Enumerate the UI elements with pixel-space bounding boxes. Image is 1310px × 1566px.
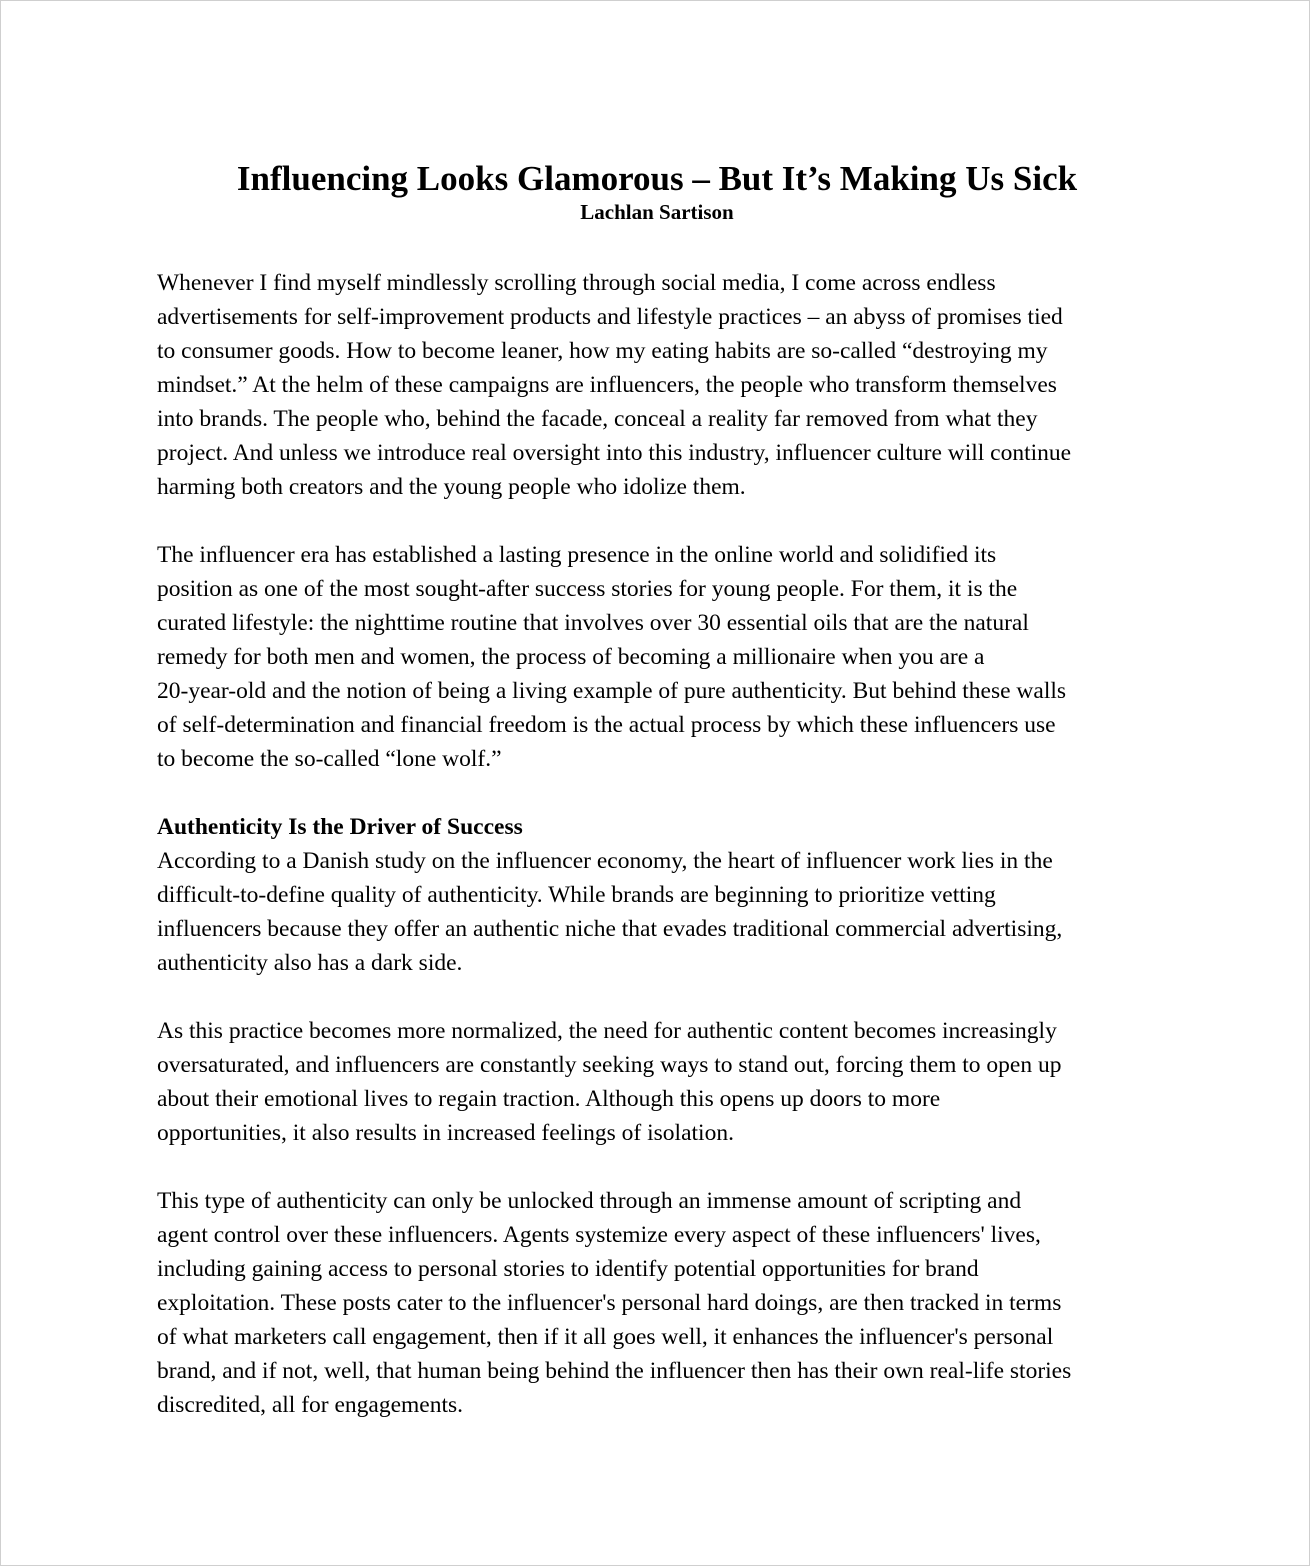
text-line: agent control over these influencers. Agents systemize every aspect of these influencers' lives, [157,1222,1041,1248]
section-heading: Authenticity Is the Driver of Success [157,814,523,840]
text-line: oversaturated, and influencers are constantly seeking ways to stand out, forcing them to open up [157,1052,1062,1078]
text-line: of what marketers call engagement, then if it all goes well, it enhances the influencer's personal [157,1324,1054,1350]
text-line: curated lifestyle: the nighttime routine that involves over 30 essential oils that are the natural [157,610,1029,636]
paragraph-normalized [157,1014,1157,1150]
text-line: remedy for both men and women, the process of becoming a millionaire when you are a [157,644,985,670]
text-line: harming both creators and the young people who idolize them. [157,474,746,500]
article-title: Influencing Looks Glamorous – But It’s Making Us Sick [236,159,1078,198]
text-line: 20-year-old and the notion of being a living example of pure authenticity. But behind these walls [157,678,1067,704]
text-line: discredited, all for engagements. [157,1392,464,1418]
text-line: including gaining access to personal stories to identify potential opportunities for brand [157,1256,979,1282]
text-line: to become the so-called “lone wolf.” [157,746,502,772]
paragraph-scripting [157,1184,1157,1422]
text-line: The influencer era has established a lasting presence in the online world and solidified its [157,542,997,568]
text-line: project. And unless we introduce real oversight into this industry, influencer culture will continue [157,440,1072,466]
section-authenticity [157,810,1157,980]
text-line: According to a Danish study on the influencer economy, the heart of influencer work lies in the [157,848,1053,874]
paragraph-danish-study [157,844,1157,980]
text-line: opportunities, it also results in increased feelings of isolation. [157,1120,734,1146]
text-line: As this practice becomes more normalized, the need for authentic content becomes increasingly [157,1018,1057,1044]
text-line: Whenever I find myself mindlessly scrolling through social media, I come across endless [157,270,996,296]
document-content [157,159,1157,1422]
text-line: brand, and if not, well, that human being behind the influencer then has their own real-life stories [157,1358,1072,1384]
paragraph-intro [157,266,1157,504]
article-author: Lachlan Sartison [580,200,734,224]
text-line: advertisements for self-improvement products and lifestyle practices – an abyss of promises tied [157,304,1063,330]
article-body [157,266,1157,1422]
text-line: to consumer goods. How to become leaner, how my eating habits are so-called “destroying my [157,338,1048,364]
text-line: authenticity also has a dark side. [157,950,463,976]
text-line: This type of authenticity can only be unlocked through an immense amount of scripting and [157,1188,1022,1214]
text-line: about their emotional lives to regain traction. Although this opens up doors to more [157,1086,941,1112]
text-line: influencers because they offer an authentic niche that evades traditional commercial advertising, [157,916,1063,942]
paragraph-influencer-era [157,538,1157,776]
text-line: mindset.” At the helm of these campaigns are influencers, the people who transform themselves [157,372,1057,398]
text-line: position as one of the most sought-after success stories for young people. For them, it is the [157,576,1018,602]
text-line: into brands. The people who, behind the facade, conceal a reality far removed from what they [157,406,1038,432]
text-line: exploitation. These posts cater to the influencer's personal hard doings, are then tracked in terms [157,1290,1062,1316]
text-line: of self-determination and financial freedom is the actual process by which these influencers use [157,712,1056,738]
text-line: difficult-to-define quality of authenticity. While brands are beginning to prioritize vetting [157,882,996,908]
